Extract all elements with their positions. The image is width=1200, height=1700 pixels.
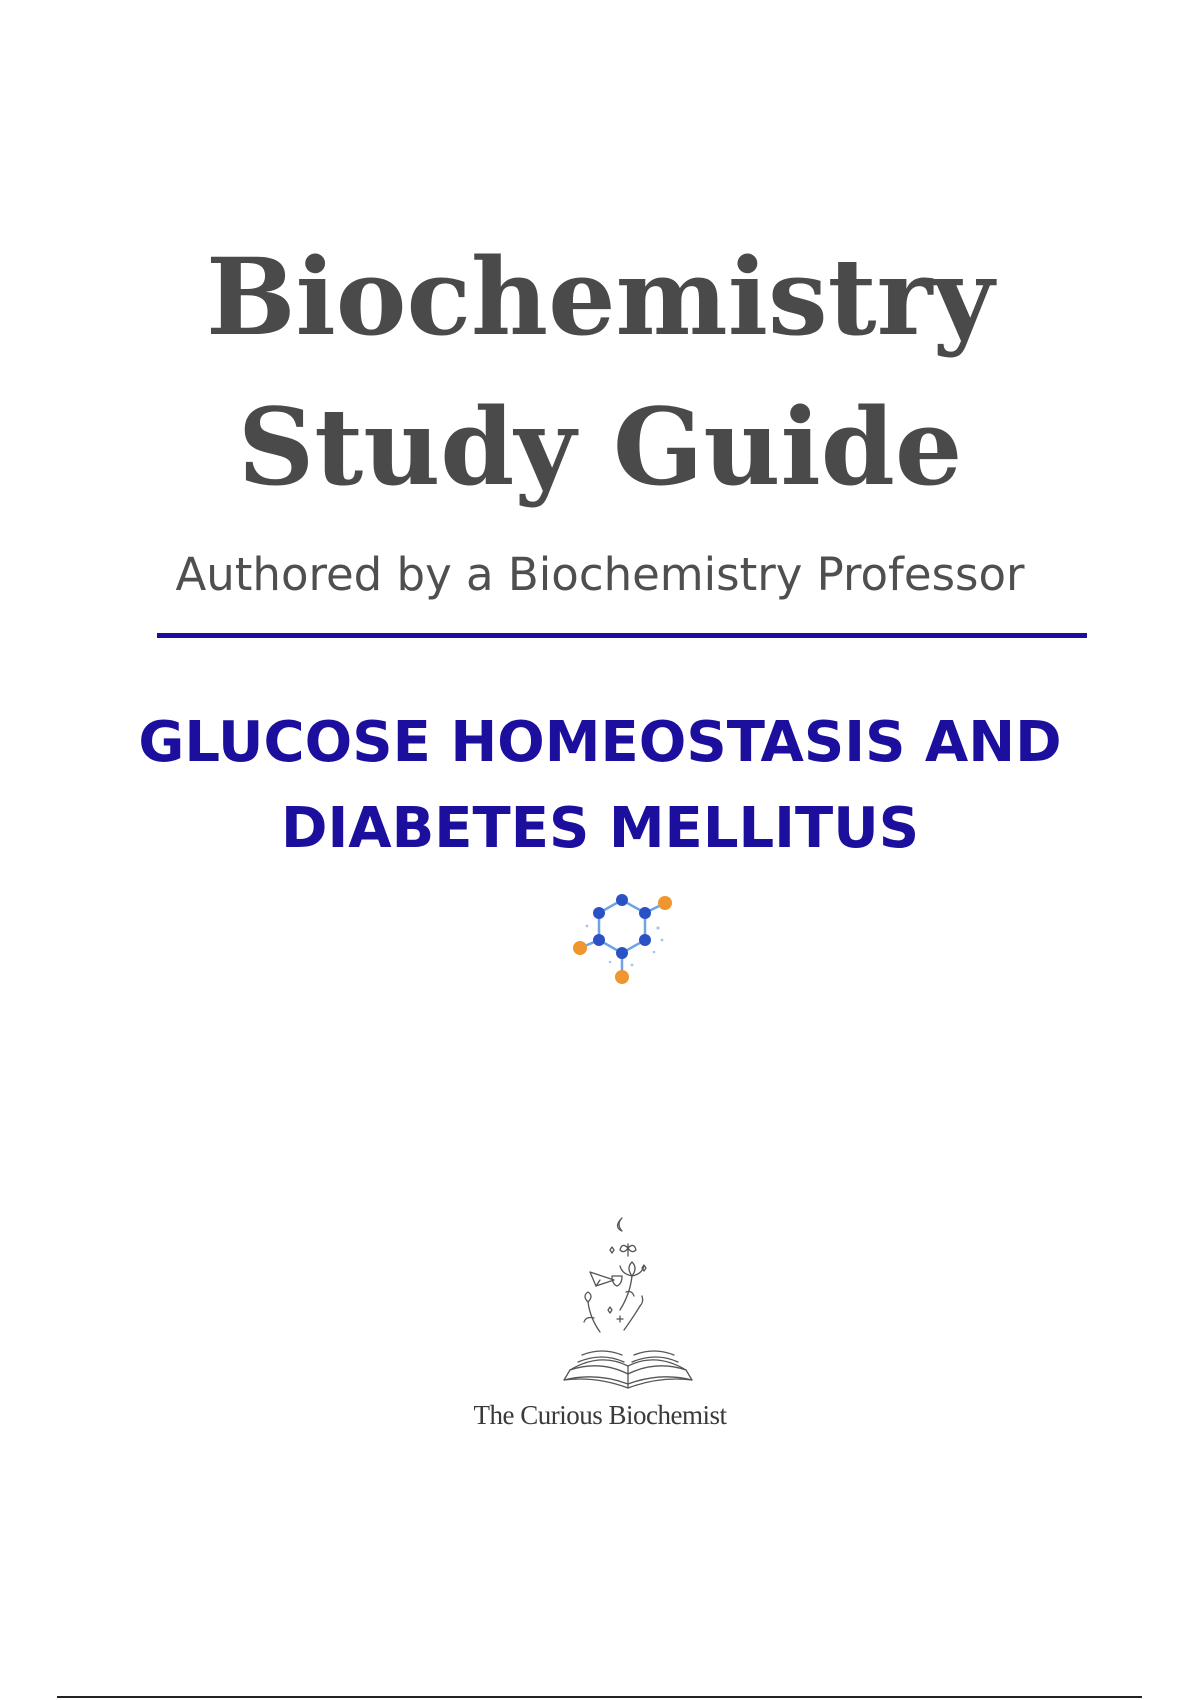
title-divider xyxy=(157,633,1087,638)
subtitle: Authored by a Biochemistry Professor xyxy=(175,548,1025,601)
bottom-divider xyxy=(57,1696,1142,1698)
title-line-2: Study Guide xyxy=(237,384,963,509)
topic-line-1: GLUCOSE HOMEOSTASIS AND xyxy=(138,710,1062,775)
topic-line-2: DIABETES MELLITUS xyxy=(280,796,920,861)
molecule-icon xyxy=(570,888,680,998)
title-line-1: Biochemistry xyxy=(205,234,995,359)
brand-name: The Curious Biochemist xyxy=(473,1400,727,1430)
open-book-logo-icon xyxy=(550,1210,710,1400)
